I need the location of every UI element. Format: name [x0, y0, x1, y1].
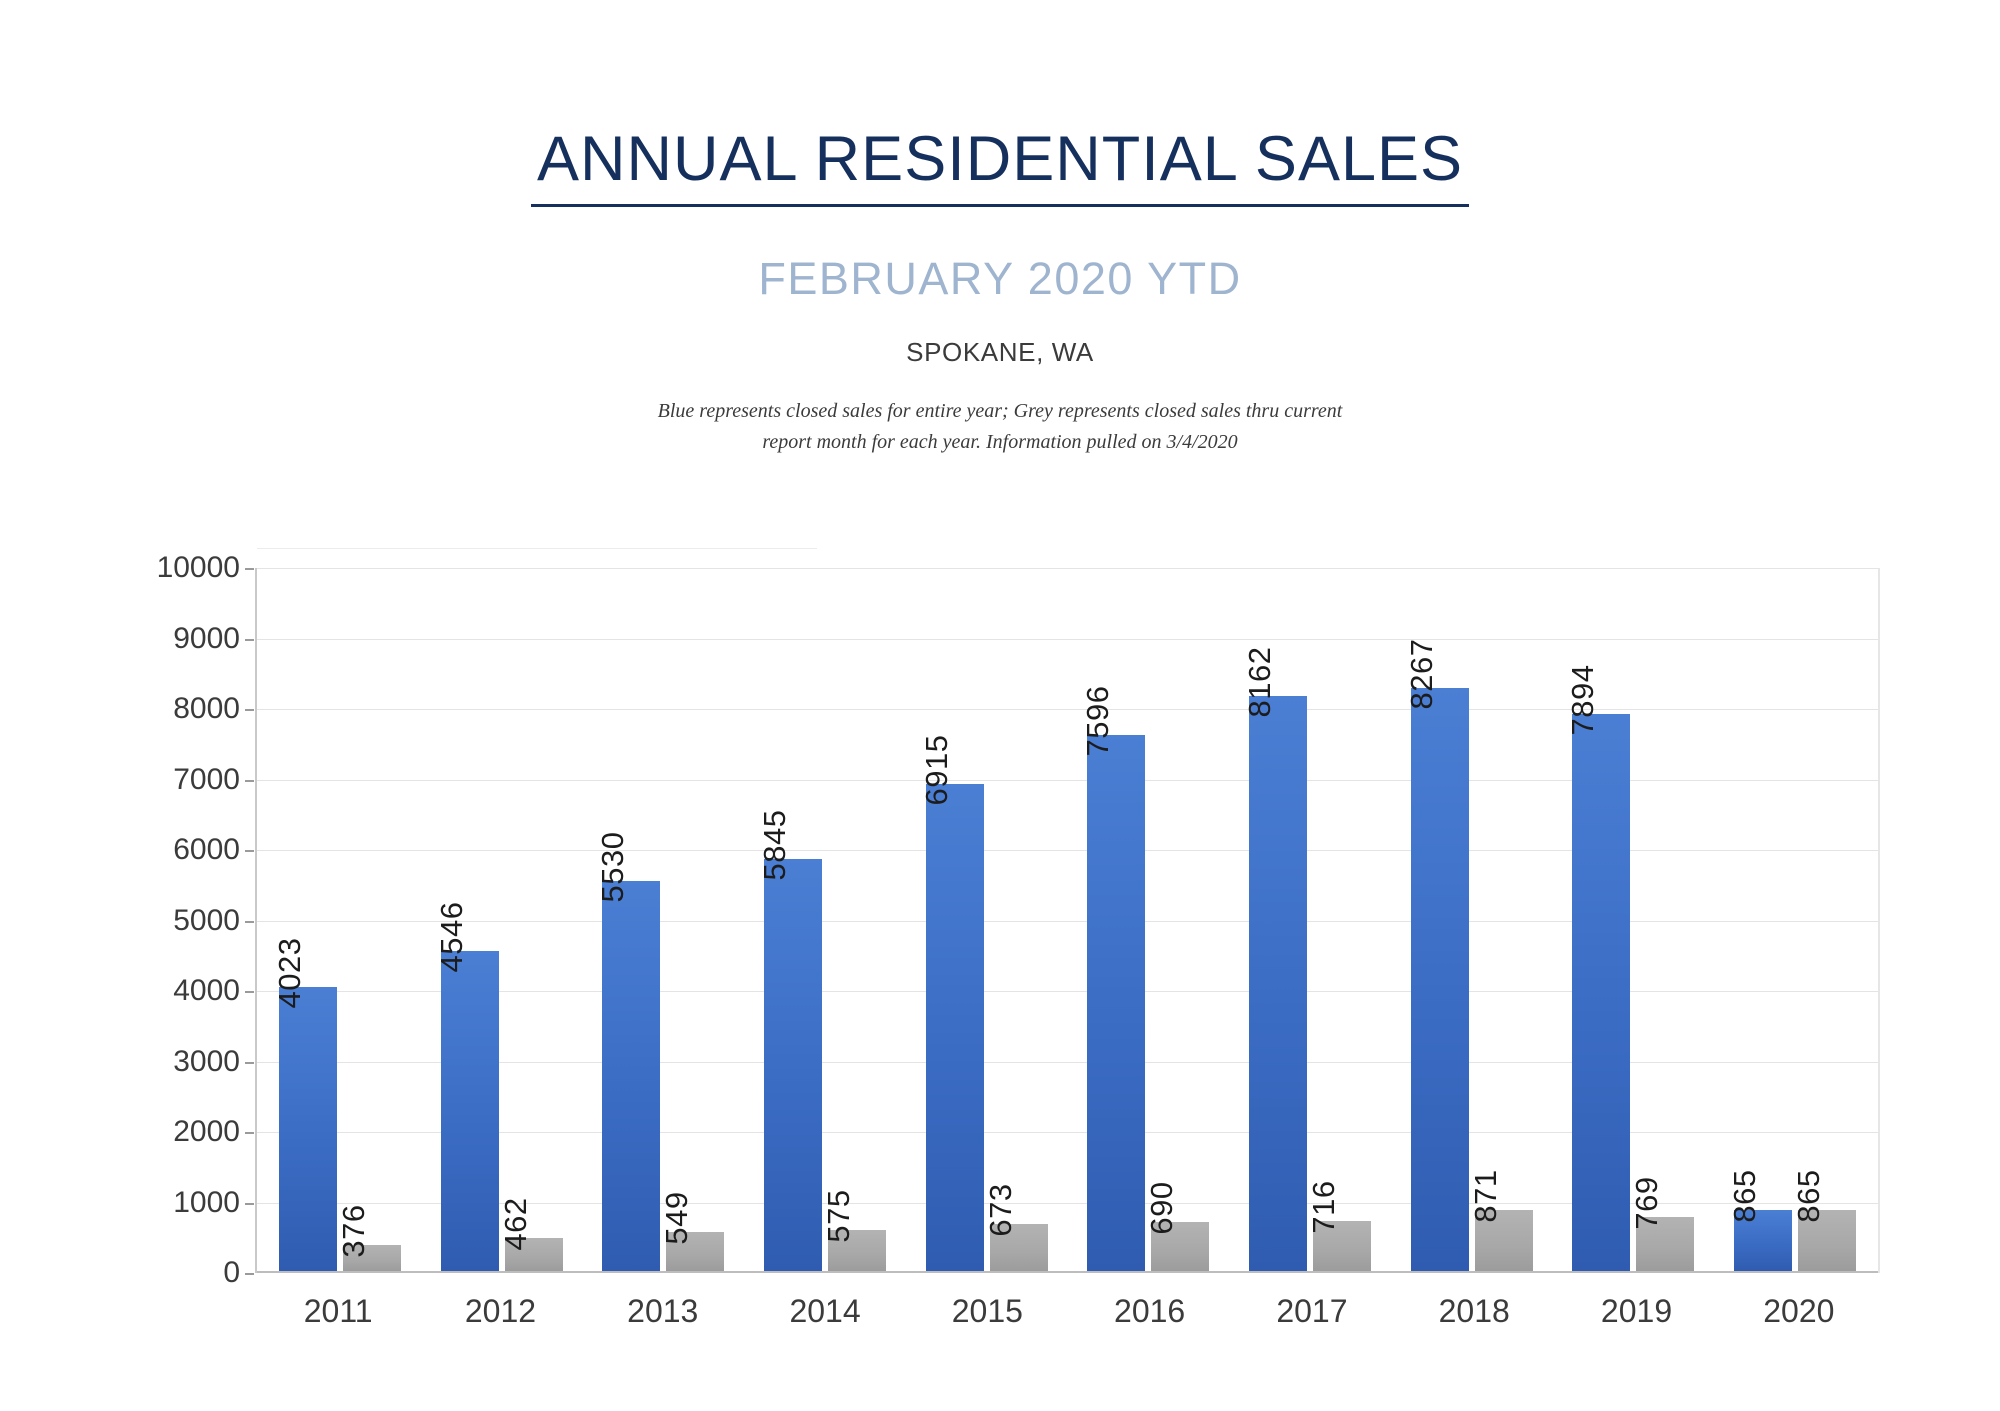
bars [1391, 568, 1553, 1271]
bar-group [1391, 568, 1553, 1271]
x-axis-tick-label: 2013 [627, 1293, 699, 1329]
plot-area [255, 568, 1880, 1273]
bar-group [259, 568, 421, 1271]
bar-chart [0, 548, 2000, 1368]
x-axis-labels [257, 1293, 1880, 1330]
bar-value-label: 376 [335, 1203, 371, 1258]
annotation-line-1: Blue represents closed sales for entire year; Grey represents closed sales thru current [657, 400, 1343, 423]
bar-value-label: 673 [982, 1182, 1018, 1237]
bar-annual[interactable] [1403, 638, 1469, 1271]
bar-ytd[interactable] [1306, 1179, 1371, 1271]
bar-value-label: 6915 [918, 734, 954, 805]
bar-annual[interactable] [1565, 665, 1630, 1271]
bar-group [744, 568, 906, 1271]
x-axis-tick-label: 2016 [1114, 1293, 1186, 1329]
bar-value-label: 462 [497, 1197, 533, 1252]
bar-value-label: 5845 [756, 809, 792, 881]
bar-value-label: 7894 [1565, 665, 1601, 736]
bars [1553, 568, 1715, 1271]
page-title: ANNUAL RESIDENTIAL SALES [531, 126, 1469, 207]
bars [744, 568, 906, 1271]
x-axis-tick-label: 2019 [1600, 1293, 1673, 1329]
bar-value-label: 575 [820, 1189, 856, 1244]
bar-group [421, 568, 583, 1271]
bar-annual[interactable] [918, 734, 984, 1272]
bar-annual[interactable] [433, 901, 499, 1271]
y-axis-ticks [110, 551, 240, 1289]
bars [1229, 568, 1391, 1271]
y-axis-tick-mark [245, 1132, 254, 1134]
x-axis-tick-label: 2011 [303, 1293, 373, 1329]
bar-group [906, 568, 1068, 1271]
bar-ytd[interactable] [820, 1189, 886, 1271]
bar-ytd[interactable] [982, 1182, 1048, 1271]
y-axis-tick-mark [245, 1062, 254, 1064]
bar-value-label: 4546 [433, 901, 469, 972]
bar-value-label: 865 [1727, 1169, 1763, 1223]
bar-ytd[interactable] [335, 1203, 401, 1272]
y-axis-tick-mark [245, 709, 254, 711]
y-axis-tick-label: 3000 [173, 1044, 240, 1078]
bars [1714, 568, 1876, 1271]
bar-group [1553, 568, 1715, 1271]
bar-value-label: 690 [1144, 1181, 1180, 1235]
bar-annual[interactable] [271, 937, 337, 1271]
bar-ytd[interactable] [659, 1191, 724, 1271]
y-axis-tick-mark [245, 639, 254, 641]
y-axis-tick-label: 7000 [173, 762, 240, 796]
y-axis-tick-mark [245, 991, 254, 993]
x-axis-tick-label: 2018 [1438, 1293, 1510, 1329]
y-axis-tick-mark [245, 1203, 254, 1205]
plot-inner [255, 568, 1880, 1273]
y-axis-tick-label: 2000 [173, 1115, 240, 1148]
x-axis-tick-label: 2015 [951, 1293, 1023, 1329]
page-subtitle: FEBRUARY 2020 YTD [758, 253, 1242, 305]
bar-annual[interactable] [1242, 646, 1307, 1271]
bar-ytd[interactable] [1467, 1168, 1533, 1271]
bar-value-label: 549 [659, 1191, 695, 1245]
chart-header [0, 0, 2000, 458]
bar-ytd[interactable] [1144, 1181, 1209, 1271]
y-axis-tick-mark [245, 1273, 254, 1275]
y-axis-tick-mark [245, 850, 254, 852]
bar-value-label: 7596 [1080, 686, 1116, 757]
bar-value-label: 5530 [595, 831, 631, 903]
x-axis-tick-label: 2020 [1763, 1293, 1835, 1329]
bars [421, 568, 583, 1271]
y-axis-tick-label: 6000 [173, 833, 240, 866]
y-axis-tick-label: 0 [223, 1256, 240, 1289]
bar-value-label: 8162 [1242, 646, 1278, 718]
bar-value-label: 871 [1467, 1168, 1503, 1223]
x-axis-line [257, 1271, 1878, 1273]
y-axis-tick-label: 9000 [173, 621, 240, 655]
bar-ytd[interactable] [1629, 1176, 1694, 1271]
bar-ytd[interactable] [497, 1197, 563, 1271]
bars [582, 568, 744, 1271]
bar-group [582, 568, 744, 1271]
bars [906, 568, 1068, 1271]
y-axis-tick-label: 8000 [173, 692, 240, 725]
bar-value-label: 716 [1306, 1179, 1342, 1234]
y-axis-tick-mark [245, 568, 254, 570]
bar-value-label: 769 [1629, 1176, 1665, 1230]
bars [1068, 568, 1230, 1271]
bar-annual[interactable] [595, 831, 660, 1271]
x-axis-tick-label: 2017 [1276, 1293, 1348, 1329]
y-axis-tick-mark [245, 780, 254, 782]
bars [259, 568, 421, 1271]
bar-value-label: 865 [1791, 1169, 1827, 1223]
bar-ytd[interactable] [1791, 1169, 1856, 1271]
plot-top-border [257, 548, 817, 549]
bar-group [1229, 568, 1391, 1271]
y-axis-tick-label: 10000 [156, 551, 240, 584]
bar-group [1714, 568, 1876, 1271]
bar-groups [259, 568, 1876, 1271]
y-axis-tick-label: 4000 [173, 974, 240, 1007]
chart-annotation [0, 396, 2000, 458]
annotation-line-2: report month for each year. Information pulled on 3/4/2020 [762, 431, 1238, 454]
x-axis-tick-label: 2014 [789, 1293, 861, 1329]
bar-value-label: 8267 [1403, 638, 1439, 710]
bar-annual[interactable] [1727, 1169, 1792, 1271]
bar-annual[interactable] [1080, 686, 1145, 1271]
bar-value-label: 4023 [271, 937, 307, 1009]
bar-group [1068, 568, 1230, 1271]
bar-annual[interactable] [756, 809, 822, 1271]
y-axis-tick-label: 1000 [173, 1185, 240, 1219]
location-label: SPOKANE, WA [906, 337, 1094, 368]
y-axis-tick-mark [245, 921, 254, 923]
y-axis-tick-label: 5000 [173, 903, 240, 937]
x-axis-tick-label: 2012 [464, 1293, 537, 1329]
